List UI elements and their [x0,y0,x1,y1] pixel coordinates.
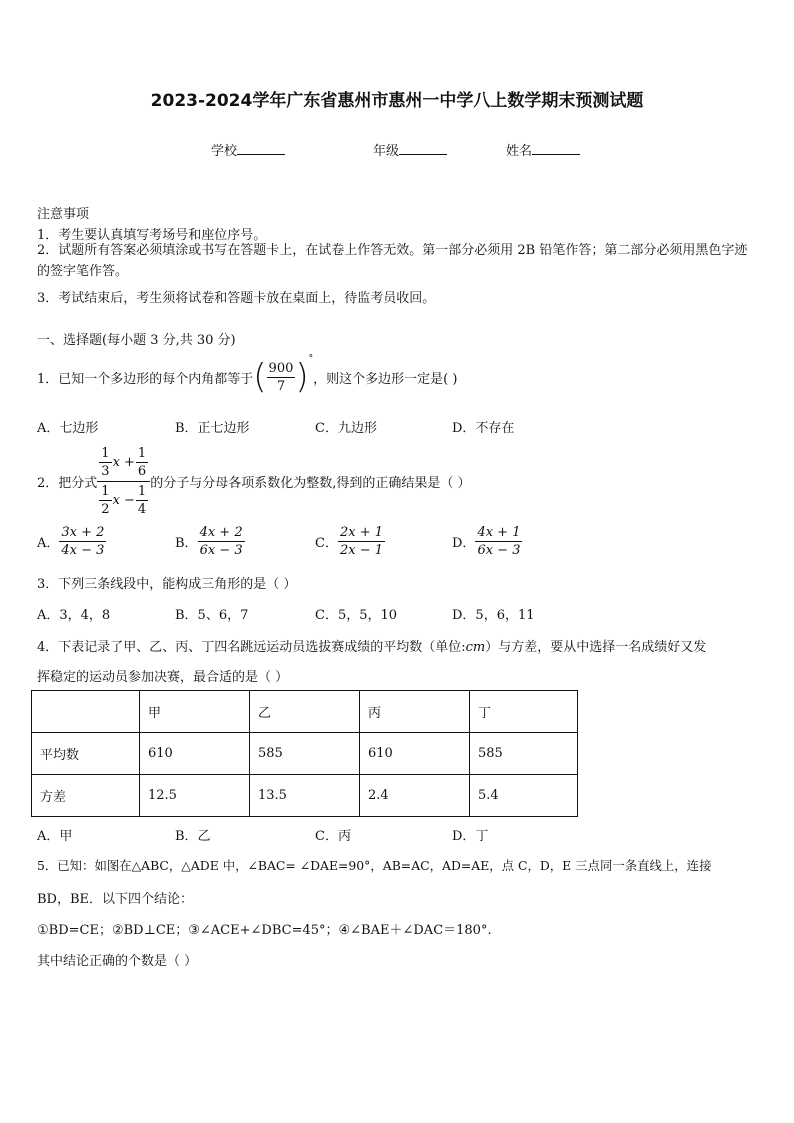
q1-fraction [267,360,296,395]
q2-top-b-num: 1 [137,445,147,461]
school-blank [237,142,285,155]
table-cell: 585 [470,733,578,775]
q2-top-a-den: 3 [101,463,110,479]
question-4-line-2: 挥稳定的运动员参加决赛，最合适的是（ ） [37,670,289,685]
question-5-line-4: 其中结论正确的个数是（ ） [37,954,198,969]
q2-bot-a-num: 1 [101,483,110,499]
q3-option-a: A．3，4，8 [37,608,111,623]
grade-blank [399,142,447,155]
school-field [211,140,285,159]
q1-frac-num: 900 [268,360,294,376]
table-cell: 13.5 [250,775,360,817]
q1-option-b: B．正七边形 [175,421,250,436]
q4-line1-b: ）与方差，要从中选择一名成绩好又发 [485,640,707,655]
table-header-row [32,691,578,733]
note-item-1: 1．考生要认真填写考场号和座位序号。 [37,228,267,243]
q2-bot-a-den: 2 [101,501,110,517]
q2-option-b-frac [198,524,245,559]
table-header-cell: 丙 [360,691,470,733]
q2-option-c-num: 2x + 1 [339,525,383,540]
q2-complex-fraction [97,445,150,518]
q1-option-c: C．九边形 [315,421,377,436]
q3-option-b: B．5、6，7 [175,608,249,623]
question-5-line-3: ①BD=CE；②BD⊥CE；③∠ACE+∠DBC=45°；④∠BAE＋∠DAC＝180°. [37,923,492,938]
q2-option-c-den: 2x − 1 [339,543,383,558]
q2-option-a-den: 4x − 3 [61,543,105,558]
q1-frac-den: 7 [276,378,286,394]
q2-prefix: 2．把分式 [37,475,98,491]
table-cell: 12.5 [140,775,250,817]
table-row [32,733,578,775]
table-cell: 方差 [32,775,140,817]
grade-label: 年级 [373,144,400,159]
q4-option-c: C．丙 [315,829,351,844]
q2-top-frac-a [99,445,111,480]
q3-option-d: D．5，6，11 [452,608,535,623]
section-heading: 一、选择题(每小题 3 分,共 30 分) [37,333,236,348]
q2-option-b-den: 6x − 3 [199,543,243,558]
q2-option-a-frac [59,524,106,559]
q4-table [31,690,578,817]
page-title: 2023-2024学年广东省惠州市惠州一中学八上数学期末预测试题 [150,91,644,111]
q4-option-b: B．乙 [175,829,211,844]
question-2 [37,440,470,522]
q2-top-b-den: 6 [137,463,147,479]
grade-field [373,140,447,159]
name-label: 姓名 [506,144,533,159]
q2-option-b [175,524,245,559]
name-blank [532,142,580,155]
q2-top-mid: x + [112,454,135,470]
table-header-cell: 丁 [470,691,578,733]
q2-bot-b-num: 1 [137,483,147,499]
right-paren: ) [295,357,309,397]
table-cell: 610 [360,733,470,775]
school-label: 学校 [211,144,238,159]
table-cell: 5.4 [470,775,578,817]
q2-option-d-den: 6x − 3 [477,543,521,558]
q2-option-d-frac [475,524,522,559]
q2-bot-frac-a [99,483,111,518]
note-item-3: 3．考试结束后，考生须将试卷和答题卡放在桌面上，待监考员收回。 [37,291,436,306]
q2-numerator [97,445,150,482]
q4-option-a: A．甲 [37,829,73,844]
q2-option-a-label: A． [37,536,60,551]
q2-bot-mid: x − [112,492,135,508]
q1-suffix: ，则这个多边形一定是( ) [313,371,458,387]
q2-option-b-label: B． [175,536,198,551]
q1-prefix: 1．已知一个多边形的每个内角都等于 [37,371,254,387]
q2-top-frac-b [136,445,148,480]
question-5-line-1: 5．已知：如图在△ABC，△ADE 中，∠BAC= ∠DAE=90°，AB=AC，AD=AE，点 C，D，E 三点同一条直线上，连接 [37,858,712,873]
table-cell: 610 [140,733,250,775]
q1-degree: ° [308,354,314,364]
q2-option-b-num: 4x + 2 [199,525,243,540]
notes-heading: 注意事项 [37,207,90,222]
q2-option-c-frac [338,524,385,559]
table-header-cell: 乙 [250,691,360,733]
question-1 [37,352,457,402]
q2-option-d-num: 4x + 1 [477,525,521,540]
q2-option-c [315,524,385,559]
q3-option-c: C．5，5，10 [315,608,398,623]
q4-option-d: D．丁 [452,829,489,844]
q4-line1-a: 4．下表记录了甲、乙、丙、丁四名跳远运动员选拔赛成绩的平均数（单位: [37,640,466,655]
note-item-2: 2．试题所有答案必须填涂或书写在答题卡上，在试卷上作答无效。第一部分必须用 2B 铅笔作答；第二部分必须用黑色字迹的签字笔作答。 [37,243,748,279]
table-header-cell: 甲 [140,691,250,733]
q2-option-a-num: 3x + 2 [61,525,105,540]
table-cell: 585 [250,733,360,775]
q2-suffix: 的分子与分母各项系数化为整数,得到的正确结果是（ ） [150,475,471,491]
q1-option-d: D．不存在 [452,421,515,436]
q2-denominator [97,482,150,518]
table-header-cell [32,691,140,733]
q2-option-d-label: D． [452,536,476,551]
q4-unit: cm [465,640,486,655]
q2-bot-frac-b [136,483,148,518]
q2-option-c-label: C． [315,536,338,551]
question-4-line-1 [37,636,706,655]
q2-option-d [452,524,522,559]
table-row [32,775,578,817]
q2-option-a [37,524,106,559]
question-3: 3．下列三条线段中，能构成三角形的是（ ） [37,577,297,592]
q2-top-a-num: 1 [101,445,110,461]
name-field [506,140,580,159]
table-cell: 2.4 [360,775,470,817]
table-cell: 平均数 [32,733,140,775]
left-paren: ( [253,357,267,397]
question-5-line-2: BD，BE．以下四个结论： [37,892,194,907]
q1-option-a: A．七边形 [37,421,99,436]
q2-bot-b-den: 4 [137,501,147,517]
